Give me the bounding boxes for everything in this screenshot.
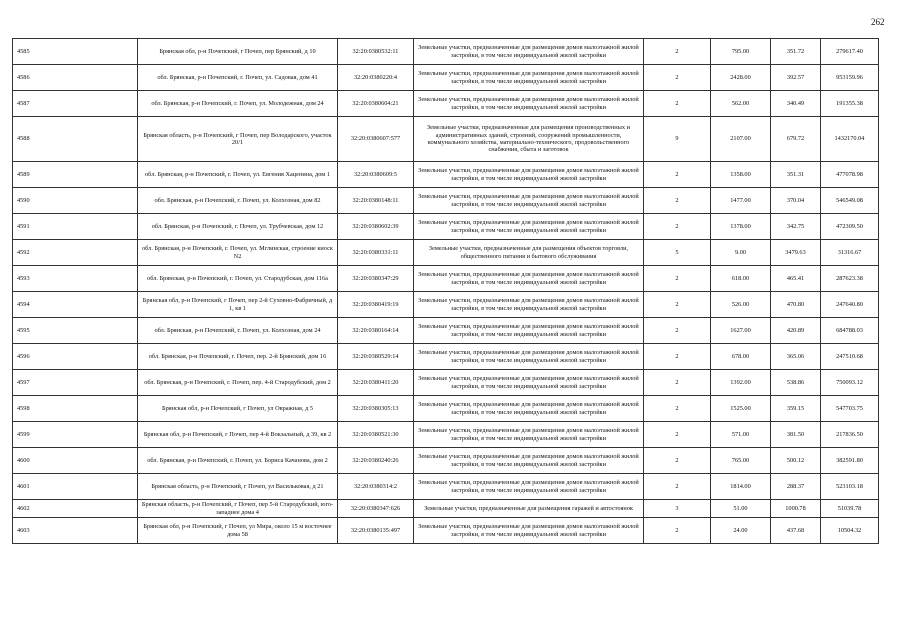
table-row bbox=[13, 370, 879, 396]
area-cell: 562.00 bbox=[711, 91, 771, 117]
page-number: 262 bbox=[871, 17, 885, 27]
table-row bbox=[13, 117, 879, 162]
cadastral-number-cell: 32:20:0380411:20 bbox=[338, 370, 414, 396]
cadastral-value-cell: 1432170.04 bbox=[821, 117, 879, 162]
rate-cell: 500.12 bbox=[771, 448, 821, 474]
table-row bbox=[13, 162, 879, 188]
table-row bbox=[13, 266, 879, 292]
cadastral-value-cell: 247510.68 bbox=[821, 344, 879, 370]
row-number: 4593 bbox=[13, 266, 138, 292]
table-row bbox=[13, 500, 879, 518]
group-cell: 2 bbox=[644, 396, 711, 422]
row-number: 4587 bbox=[13, 91, 138, 117]
cadastral-value-cell: 546549.08 bbox=[821, 188, 879, 214]
rate-cell: 465.41 bbox=[771, 266, 821, 292]
cadastral-number-cell: 32:20:0380135:497 bbox=[338, 518, 414, 544]
land-use-cell: Земельные участки, предназначенные для размещения домов малоэтажной жилой застройки, в том числе индивидуальной жилой застройки bbox=[414, 65, 644, 91]
address-cell: обл. Брянская, р-н Почепский, г. Почеп, ул. Евгения Хаценина, дом 1 bbox=[138, 162, 338, 188]
land-use-cell: Земельные участки, предназначенные для размещения домов малоэтажной жилой застройки, в том числе индивидуальной жилой застройки bbox=[414, 214, 644, 240]
rate-cell: 359.15 bbox=[771, 396, 821, 422]
row-number: 4597 bbox=[13, 370, 138, 396]
land-use-cell: Земельные участки, предназначенные для размещения домов малоэтажной жилой застройки, в том числе индивидуальной жилой застройки bbox=[414, 448, 644, 474]
address-cell: обл. Брянская, р-н Почепский, г. Почеп, ул. Молодежная, дом 24 bbox=[138, 91, 338, 117]
cadastral-number-cell: 32:20:0380419:19 bbox=[338, 292, 414, 318]
group-cell: 2 bbox=[644, 188, 711, 214]
cadastral-number-cell: 32:20:0380347:29 bbox=[338, 266, 414, 292]
address-cell: Брянская обл, р-н Почепский, г Почеп, пер 2-й Суховно-Фабричный, д 1, кв 1 bbox=[138, 292, 338, 318]
group-cell: 2 bbox=[644, 266, 711, 292]
row-number: 4600 bbox=[13, 448, 138, 474]
group-cell: 3 bbox=[644, 500, 711, 518]
area-cell: 24.00 bbox=[711, 518, 771, 544]
table-row bbox=[13, 188, 879, 214]
cadastral-value-cell: 217836.50 bbox=[821, 422, 879, 448]
cadastral-number-cell: 32:20:0380529:14 bbox=[338, 344, 414, 370]
cadastral-value-cell: 382591.80 bbox=[821, 448, 879, 474]
rate-cell: 288.37 bbox=[771, 474, 821, 500]
cadastral-value-cell: 191355.38 bbox=[821, 91, 879, 117]
cadastral-value-cell: 750093.12 bbox=[821, 370, 879, 396]
area-cell: 9.00 bbox=[711, 240, 771, 266]
address-cell: Брянская обл, р-н Почепский, г Почеп, пер 4-й Вокзальный, д 39, кв 2 bbox=[138, 422, 338, 448]
group-cell: 2 bbox=[644, 292, 711, 318]
address-cell: обл. Брянская, р-н Почепский, г. Почеп, ул. Колхозная, дом 82 bbox=[138, 188, 338, 214]
cadastral-value-cell: 523103.18 bbox=[821, 474, 879, 500]
table-row bbox=[13, 518, 879, 544]
row-number: 4599 bbox=[13, 422, 138, 448]
cadastral-value-cell: 31316.67 bbox=[821, 240, 879, 266]
cadastral-value-cell: 51039.78 bbox=[821, 500, 879, 518]
address-cell: Брянская обл, р-н Почепский, г Почеп, ул Мира, около 15 м восточнее дома 58 bbox=[138, 518, 338, 544]
area-cell: 765.00 bbox=[711, 448, 771, 474]
group-cell: 2 bbox=[644, 214, 711, 240]
rate-cell: 437.68 bbox=[771, 518, 821, 544]
rate-cell: 351.72 bbox=[771, 39, 821, 65]
land-use-cell: Земельные участки, предназначенные для размещения домов малоэтажной жилой застройки, в том числе индивидуальной жилой застройки bbox=[414, 474, 644, 500]
area-cell: 1378.00 bbox=[711, 214, 771, 240]
row-number: 4585 bbox=[13, 39, 138, 65]
group-cell: 2 bbox=[644, 162, 711, 188]
table-row bbox=[13, 318, 879, 344]
address-cell: обл. Брянская, р-н Почепский, г. Почеп, ул. Колхозная, дом 24 bbox=[138, 318, 338, 344]
row-number: 4598 bbox=[13, 396, 138, 422]
rate-cell: 470.80 bbox=[771, 292, 821, 318]
rate-cell: 365.06 bbox=[771, 344, 821, 370]
area-cell: 1814.00 bbox=[711, 474, 771, 500]
cadastral-value-cell: 953159.96 bbox=[821, 65, 879, 91]
area-cell: 526.00 bbox=[711, 292, 771, 318]
group-cell: 2 bbox=[644, 422, 711, 448]
address-cell: Брянская область, р-н Почепский, г Почеп, ул Васильковая, д 21 bbox=[138, 474, 338, 500]
area-cell: 1358.00 bbox=[711, 162, 771, 188]
area-cell: 2107.00 bbox=[711, 117, 771, 162]
cadastral-value-cell: 684788.03 bbox=[821, 318, 879, 344]
land-use-cell: Земельные участки, предназначенные для размещения домов малоэтажной жилой застройки, в том числе индивидуальной жилой застройки bbox=[414, 518, 644, 544]
table-row bbox=[13, 240, 879, 266]
address-cell: обл. Брянская, р-н Почепский, г. Почеп, ул. Мглинская, строение киоск N2 bbox=[138, 240, 338, 266]
land-use-cell: Земельные участки, предназначенные для размещения гаражей и автостоянок bbox=[414, 500, 644, 518]
rate-cell: 538.86 bbox=[771, 370, 821, 396]
land-use-cell: Земельные участки, предназначенные для размещения домов малоэтажной жилой застройки, в том числе индивидуальной жилой застройки bbox=[414, 91, 644, 117]
land-use-cell: Земельные участки, предназначенные для размещения домов малоэтажной жилой застройки, в том числе индивидуальной жилой застройки bbox=[414, 396, 644, 422]
address-cell: обл. Брянская, р-н Почепский, г. Почеп, пер. 4-й Стародубский, дом 2 bbox=[138, 370, 338, 396]
area-cell: 1525.00 bbox=[711, 396, 771, 422]
land-use-cell: Земельные участки, предназначенные для размещения домов малоэтажной жилой застройки, в том числе индивидуальной жилой застройки bbox=[414, 318, 644, 344]
area-cell: 795.00 bbox=[711, 39, 771, 65]
rate-cell: 420.89 bbox=[771, 318, 821, 344]
table-row bbox=[13, 292, 879, 318]
area-cell: 1392.00 bbox=[711, 370, 771, 396]
land-use-cell: Земельные участки, предназначенные для размещения домов малоэтажной жилой застройки, в том числе индивидуальной жилой застройки bbox=[414, 344, 644, 370]
address-cell: обл. Брянская, р-н Почепский, г. Почеп, ул. Бориса Качанова, дом 2 bbox=[138, 448, 338, 474]
table-row bbox=[13, 65, 879, 91]
cadastral-value-cell: 287623.38 bbox=[821, 266, 879, 292]
address-cell: Брянская область, р-н Почепский, г Почеп, пер 5-й Стародубский, юго-западнее дома 4 bbox=[138, 500, 338, 518]
table-row bbox=[13, 214, 879, 240]
row-number: 4602 bbox=[13, 500, 138, 518]
group-cell: 5 bbox=[644, 240, 711, 266]
cadastral-number-cell: 32:20:0380604:21 bbox=[338, 91, 414, 117]
table-row bbox=[13, 39, 879, 65]
cadastral-number-cell: 32:20:0380314:2 bbox=[338, 474, 414, 500]
table-row bbox=[13, 396, 879, 422]
row-number: 4594 bbox=[13, 292, 138, 318]
land-parcels-table bbox=[12, 38, 879, 544]
cadastral-value-cell: 477078.98 bbox=[821, 162, 879, 188]
area-cell: 618.00 bbox=[711, 266, 771, 292]
cadastral-number-cell: 32:20:0380602:39 bbox=[338, 214, 414, 240]
cadastral-number-cell: 32:20:0380532:11 bbox=[338, 39, 414, 65]
rate-cell: 1000.78 bbox=[771, 500, 821, 518]
cadastral-number-cell: 32:20:0380240:26 bbox=[338, 448, 414, 474]
land-use-cell: Земельные участки, предназначенные для размещения домов малоэтажной жилой застройки, в том числе индивидуальной жилой застройки bbox=[414, 266, 644, 292]
address-cell: обл. Брянская, р-н Почепский, г. Почеп, ул. Стародубская, дом 116а bbox=[138, 266, 338, 292]
land-use-cell: Земельные участки, предназначенные для размещения домов малоэтажной жилой застройки, в том числе индивидуальной жилой застройки bbox=[414, 162, 644, 188]
address-cell: Брянская обл, р-н Почепский, г Почеп, пер Брянский, д 10 bbox=[138, 39, 338, 65]
rate-cell: 392.57 bbox=[771, 65, 821, 91]
rate-cell: 342.75 bbox=[771, 214, 821, 240]
table-row bbox=[13, 91, 879, 117]
address-cell: обл. Брянская, р-н Почепский, г. Почеп, ул. Трубчевская, дом 12 bbox=[138, 214, 338, 240]
cadastral-value-cell: 10504.32 bbox=[821, 518, 879, 544]
group-cell: 2 bbox=[644, 448, 711, 474]
land-use-cell: Земельные участки, предназначенные для размещения домов малоэтажной жилой застройки, в том числе индивидуальной жилой застройки bbox=[414, 370, 644, 396]
row-number: 4595 bbox=[13, 318, 138, 344]
row-number: 4590 bbox=[13, 188, 138, 214]
table-row bbox=[13, 344, 879, 370]
group-cell: 2 bbox=[644, 39, 711, 65]
rate-cell: 381.50 bbox=[771, 422, 821, 448]
address-cell: обл. Брянская, р-н Почепский, г. Почеп, ул. Садовая, дом 41 bbox=[138, 65, 338, 91]
cadastral-number-cell: 32:20:0380607:577 bbox=[338, 117, 414, 162]
table-body bbox=[13, 39, 879, 544]
cadastral-number-cell: 32:20:0380609:5 bbox=[338, 162, 414, 188]
address-cell: Брянская обл, р-н Почепский, г Почеп, ул Овражная, д 5 bbox=[138, 396, 338, 422]
cadastral-number-cell: 32:20:0380220:4 bbox=[338, 65, 414, 91]
cadastral-number-cell: 32:20:0380164:14 bbox=[338, 318, 414, 344]
row-number: 4603 bbox=[13, 518, 138, 544]
cadastral-value-cell: 547703.75 bbox=[821, 396, 879, 422]
cadastral-number-cell: 32:20:0380521:30 bbox=[338, 422, 414, 448]
rate-cell: 3479.63 bbox=[771, 240, 821, 266]
address-cell: Брянская область, р-н Почепский, г Почеп, пер Володарского, участок 20/1 bbox=[138, 117, 338, 162]
row-number: 4588 bbox=[13, 117, 138, 162]
cadastral-number-cell: 32:20:0380347:626 bbox=[338, 500, 414, 518]
group-cell: 2 bbox=[644, 318, 711, 344]
land-use-cell: Земельные участки, предназначенные для размещения домов малоэтажной жилой застройки, в том числе индивидуальной жилой застройки bbox=[414, 188, 644, 214]
table-row bbox=[13, 474, 879, 500]
row-number: 4589 bbox=[13, 162, 138, 188]
rate-cell: 679.72 bbox=[771, 117, 821, 162]
area-cell: 571.00 bbox=[711, 422, 771, 448]
land-use-cell: Земельные участки, предназначенные для размещения домов малоэтажной жилой застройки, в том числе индивидуальной жилой застройки bbox=[414, 39, 644, 65]
area-cell: 1627.00 bbox=[711, 318, 771, 344]
group-cell: 2 bbox=[644, 344, 711, 370]
row-number: 4592 bbox=[13, 240, 138, 266]
land-use-cell: Земельные участки, предназначенные для размещения домов малоэтажной жилой застройки, в том числе индивидуальной жилой застройки bbox=[414, 292, 644, 318]
cadastral-number-cell: 32:20:0380331:11 bbox=[338, 240, 414, 266]
row-number: 4586 bbox=[13, 65, 138, 91]
rate-cell: 351.31 bbox=[771, 162, 821, 188]
area-cell: 1477.00 bbox=[711, 188, 771, 214]
group-cell: 9 bbox=[644, 117, 711, 162]
area-cell: 2428.00 bbox=[711, 65, 771, 91]
land-use-cell: Земельные участки, предназначенные для размещения домов малоэтажной жилой застройки, в том числе индивидуальной жилой застройки bbox=[414, 422, 644, 448]
group-cell: 2 bbox=[644, 370, 711, 396]
group-cell: 2 bbox=[644, 91, 711, 117]
cadastral-number-cell: 32:20:0380148:11 bbox=[338, 188, 414, 214]
row-number: 4591 bbox=[13, 214, 138, 240]
address-cell: обл. Брянская, р-н Почепский, г. Почеп, пер. 2-й Брянский, дом 16 bbox=[138, 344, 338, 370]
rate-cell: 340.49 bbox=[771, 91, 821, 117]
group-cell: 2 bbox=[644, 518, 711, 544]
cadastral-number-cell: 32:20:0380305:13 bbox=[338, 396, 414, 422]
cadastral-value-cell: 472309.50 bbox=[821, 214, 879, 240]
row-number: 4596 bbox=[13, 344, 138, 370]
area-cell: 678.00 bbox=[711, 344, 771, 370]
land-use-cell: Земельные участки, предназначенные для размещения объектов торговли, общественного питания и бытового обслуживания bbox=[414, 240, 644, 266]
rate-cell: 370.04 bbox=[771, 188, 821, 214]
area-cell: 51.00 bbox=[711, 500, 771, 518]
group-cell: 2 bbox=[644, 65, 711, 91]
cadastral-value-cell: 279617.40 bbox=[821, 39, 879, 65]
land-use-cell: Земельные участки, предназначенные для размещения производственных и административных зданий, строений, сооружений промышленности, коммунального хозяйства, материально-технического, продовольственного снабжения, сбыта и заготовок bbox=[414, 117, 644, 162]
row-number: 4601 bbox=[13, 474, 138, 500]
table-row bbox=[13, 422, 879, 448]
group-cell: 2 bbox=[644, 474, 711, 500]
table-row bbox=[13, 448, 879, 474]
cadastral-value-cell: 247640.80 bbox=[821, 292, 879, 318]
